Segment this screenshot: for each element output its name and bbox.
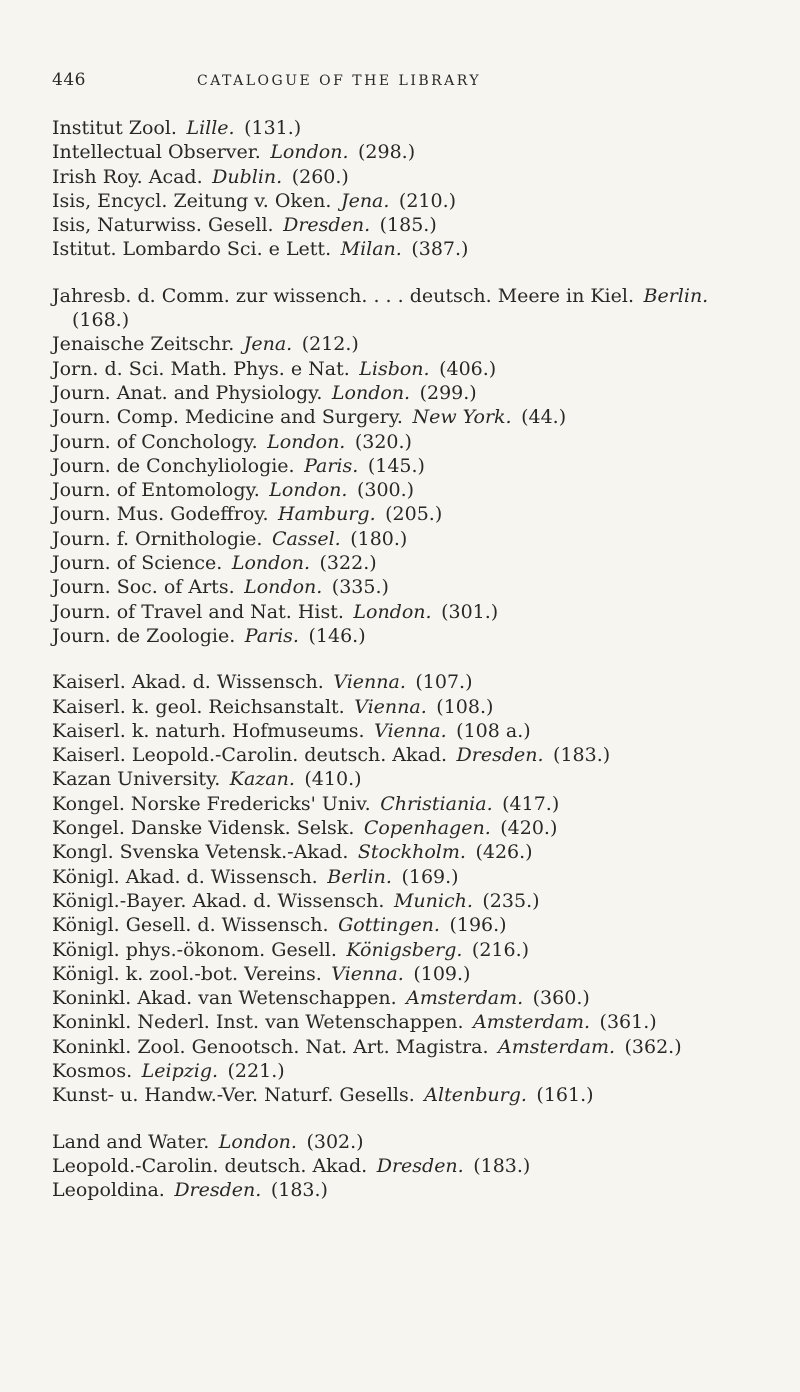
- catalogue-entry: [52, 575, 772, 599]
- entry-place: Milan.: [340, 238, 402, 261]
- entry-title: Kunst- u. Handw.-Ver. Naturf. Gesells.: [52, 1084, 415, 1107]
- entry-title: Jahresb. d. Comm. zur wissench. . . . deutsch. Meere in Kiel.: [52, 284, 634, 307]
- entry-number: (235.): [482, 889, 540, 912]
- catalogue-entry: [52, 405, 772, 429]
- entry-title: Kaiserl. Akad. d. Wissensch.: [52, 671, 324, 694]
- entry-place: Jena.: [243, 333, 293, 356]
- entry-number: (417.): [502, 792, 560, 815]
- entry-title: Journ. de Zoologie.: [52, 624, 236, 647]
- catalogue-entry: [52, 743, 772, 767]
- entry-place: Berlin.: [327, 865, 392, 888]
- catalogue-entry: [52, 502, 772, 526]
- entry-number: (361.): [599, 1011, 657, 1034]
- entry-place: Königsberg.: [346, 938, 463, 961]
- catalogue-entry: [52, 889, 772, 913]
- entry-number: (108 a.): [456, 719, 531, 742]
- catalogue-entry: [52, 165, 772, 189]
- catalogue-entry: [52, 816, 772, 840]
- catalogue-entry: [52, 938, 772, 962]
- catalogue-entry: [52, 1130, 772, 1154]
- entry-place: Dresden.: [174, 1179, 262, 1202]
- entry-place: Dresden.: [376, 1154, 464, 1177]
- entry-number: (169.): [401, 865, 459, 888]
- catalogue-entry: [52, 1059, 772, 1083]
- catalogue-entry: [52, 237, 772, 261]
- entry-place: Dresden.: [456, 744, 544, 767]
- entry-place: Gottingen.: [338, 914, 440, 937]
- catalogue-entry: [52, 1178, 772, 1202]
- entry-place: Copenhagen.: [363, 817, 491, 840]
- page-number: 446: [52, 70, 86, 90]
- entry-title: Journ. Comp. Medicine and Surgery.: [52, 406, 403, 429]
- entry-place: Amsterdam.: [473, 1011, 591, 1034]
- entry-number: (406.): [439, 357, 497, 380]
- entry-number: (299.): [419, 381, 477, 404]
- entry-place: Paris.: [304, 454, 359, 477]
- entry-place: Vienna.: [331, 962, 404, 985]
- entry-place: Altenburg.: [424, 1084, 527, 1107]
- entry-place: Berlin.: [643, 284, 709, 307]
- entry-title: Isis, Encycl. Zeitung v. Oken.: [52, 189, 332, 212]
- catalogue-entry: [52, 1010, 772, 1034]
- catalogue-entry: [52, 986, 772, 1010]
- entry-number: (260.): [291, 165, 349, 188]
- entry-number: (420.): [500, 817, 558, 840]
- entry-title: Koninkl. Akad. van Wetenschappen.: [52, 987, 397, 1010]
- entry-number: (360.): [532, 987, 590, 1010]
- entry-number: (108.): [436, 695, 494, 718]
- catalogue-entry: [52, 551, 772, 575]
- catalogue-section-k: [52, 670, 772, 1107]
- entry-place: Vienna.: [354, 695, 427, 718]
- entry-place: London.: [267, 430, 346, 453]
- entry-number: (300.): [356, 479, 415, 502]
- catalogue-entry: [52, 767, 772, 791]
- catalogue-entry: [52, 719, 772, 743]
- entry-place: Kazan.: [229, 768, 295, 791]
- entry-number: (362.): [624, 1035, 682, 1058]
- entry-place: Amsterdam.: [498, 1035, 615, 1058]
- entry-number: (146.): [308, 624, 366, 647]
- entry-title: Kongl. Svenska Vetensk.-Akad.: [52, 841, 349, 864]
- entry-title: Journ. of Conchology.: [52, 430, 258, 453]
- catalogue-entry: [52, 381, 772, 405]
- entry-place: London.: [331, 381, 411, 404]
- entry-place: Cassel.: [271, 527, 341, 550]
- entry-number: (131.): [244, 117, 302, 139]
- entry-title: Königl. k. zool.-bot. Vereins.: [52, 962, 322, 985]
- entry-place: Vienna.: [333, 671, 406, 694]
- catalogue-entry: [52, 140, 772, 164]
- catalogue-entry: [52, 962, 772, 986]
- catalogue-entry: [52, 670, 772, 694]
- entry-number: (107.): [415, 671, 473, 694]
- entry-number: (335.): [331, 576, 389, 599]
- entry-title: Kongel. Danske Vidensk. Selsk.: [52, 817, 355, 840]
- entry-title: Jenaische Zeitschr.: [52, 333, 235, 356]
- catalogue-entry: [52, 913, 772, 937]
- catalogue-entry: [52, 1035, 772, 1059]
- entry-place: Munich.: [393, 889, 473, 912]
- catalogue-entry: [52, 1083, 772, 1107]
- entry-number: (205.): [385, 503, 443, 526]
- entry-title: Königl. Gesell. d. Wissensch.: [52, 914, 329, 937]
- catalogue-entry: [52, 430, 772, 454]
- entry-title: Isis, Naturwiss. Gesell.: [52, 214, 274, 237]
- catalogue-entry: [52, 624, 772, 648]
- entry-number: (185.): [379, 214, 437, 237]
- catalogue-entry: [52, 695, 772, 719]
- entry-title: Kazan University.: [52, 768, 221, 791]
- catalogue-body: [52, 116, 772, 1202]
- entry-number: (320.): [354, 430, 412, 453]
- entry-number: (301.): [441, 600, 499, 623]
- entry-place: London.: [270, 141, 349, 164]
- entry-place: Leipzig.: [141, 1059, 219, 1082]
- catalogue-entry: [52, 213, 772, 237]
- entry-title: Koninkl. Zool. Genootsch. Nat. Art. Magistra.: [52, 1035, 489, 1058]
- entry-number: (298.): [357, 141, 416, 164]
- entry-title: Kaiserl. k. naturh. Hofmuseums.: [52, 719, 365, 742]
- catalogue-entry: [52, 454, 772, 478]
- entry-place: Dresden.: [283, 214, 371, 237]
- entry-title: Journ. of Travel and Nat. Hist.: [52, 600, 344, 623]
- catalogue-entry: [52, 116, 772, 140]
- entry-title: Land and Water.: [52, 1130, 210, 1153]
- catalogue-entry: [52, 332, 772, 356]
- catalogue-entry: [52, 527, 772, 551]
- entry-title: Königl.-Bayer. Akad. d. Wissensch.: [52, 889, 385, 912]
- entry-title: Journ. Mus. Godeffroy.: [52, 503, 269, 526]
- entry-place: Stockholm.: [357, 841, 466, 864]
- entry-title: Koninkl. Nederl. Inst. van Wetenschappen.: [52, 1011, 464, 1034]
- entry-number: (183.): [553, 744, 611, 767]
- entry-title: Königl. Akad. d. Wissensch.: [52, 865, 318, 888]
- entry-title: Irish Roy. Acad.: [52, 165, 203, 188]
- entry-place: Vienna.: [374, 719, 447, 742]
- entry-title: Kaiserl. Leopold.-Carolin. deutsch. Akad.: [52, 744, 448, 767]
- entry-title: Journ. de Conchyliologie.: [52, 454, 295, 477]
- entry-title: Intellectual Observer.: [52, 141, 261, 164]
- entry-title: Kaiserl. k. geol. Reichsanstalt.: [52, 695, 345, 718]
- entry-number: (183.): [473, 1154, 531, 1177]
- catalogue-entry: [52, 865, 772, 889]
- catalogue-entry: [52, 792, 772, 816]
- entry-title: Kongel. Norske Fredericks' Univ.: [52, 792, 371, 815]
- entry-place: Dublin.: [212, 165, 283, 188]
- entry-place: London.: [269, 479, 348, 502]
- entry-number: (302.): [306, 1130, 364, 1153]
- entry-number: (210.): [398, 189, 457, 212]
- page-header: [52, 70, 760, 94]
- entry-place: London.: [353, 600, 432, 623]
- catalogue-entry: [52, 840, 772, 864]
- entry-number: (426.): [475, 841, 533, 864]
- entry-number: (161.): [536, 1084, 594, 1107]
- entry-number: (168.): [72, 309, 130, 332]
- entry-place: New York.: [412, 406, 512, 429]
- catalogue-entry: [52, 284, 772, 333]
- entry-place: Lille.: [186, 117, 235, 139]
- catalogue-section-l: [52, 1130, 772, 1203]
- entry-number: (216.): [471, 938, 530, 961]
- entry-place: Hamburg.: [278, 503, 376, 526]
- entry-number: (221.): [227, 1059, 285, 1082]
- entry-number: (145.): [367, 454, 425, 477]
- entry-place: Jena.: [340, 189, 390, 212]
- entry-title: Journ. Anat. and Physiology.: [52, 381, 323, 404]
- entry-number: (387.): [411, 238, 469, 261]
- entry-place: London.: [218, 1130, 297, 1153]
- entry-place: Amsterdam.: [406, 987, 524, 1010]
- entry-number: (180.): [350, 527, 408, 550]
- entry-title: Königl. phys.-ökonom. Gesell.: [52, 938, 337, 961]
- entry-title: Kosmos.: [52, 1059, 133, 1082]
- entry-place: Paris.: [244, 624, 299, 647]
- entry-number: (196.): [449, 914, 507, 937]
- catalogue-section-j: [52, 284, 772, 648]
- entry-title: Journ. Soc. of Arts.: [52, 576, 235, 599]
- catalogue-entry: [52, 357, 772, 381]
- entry-place: London.: [244, 576, 323, 599]
- catalogue-entry: [52, 189, 772, 213]
- entry-title: Journ. of Science.: [52, 552, 223, 575]
- running-title: CATALOGUE OF THE LIBRARY: [197, 73, 482, 89]
- entry-title: Institut Zool.: [52, 117, 177, 139]
- entry-number: (410.): [304, 768, 362, 791]
- entry-place: Christiania.: [380, 792, 493, 815]
- catalogue-section-i: [52, 116, 772, 262]
- entry-title: Jorn. d. Sci. Math. Phys. e Nat.: [52, 357, 350, 380]
- entry-number: (322.): [319, 552, 377, 575]
- entry-place: Lisbon.: [359, 357, 430, 380]
- entry-title: Journ. f. Ornithologie.: [52, 527, 263, 550]
- catalogue-entry: [52, 600, 772, 624]
- entry-title: Leopoldina.: [52, 1179, 165, 1202]
- entry-number: (212.): [301, 333, 359, 356]
- catalogue-entry: [52, 1154, 772, 1178]
- entry-title: Istitut. Lombardo Sci. e Lett.: [52, 238, 332, 261]
- entry-place: London.: [231, 552, 311, 575]
- entry-number: (183.): [270, 1179, 328, 1202]
- entry-title: Journ. of Entomology.: [52, 479, 260, 502]
- entry-number: (109.): [413, 962, 471, 985]
- catalogue-entry: [52, 478, 772, 502]
- entry-title: Leopold.-Carolin. deutsch. Akad.: [52, 1154, 368, 1177]
- entry-number: (44.): [521, 406, 567, 429]
